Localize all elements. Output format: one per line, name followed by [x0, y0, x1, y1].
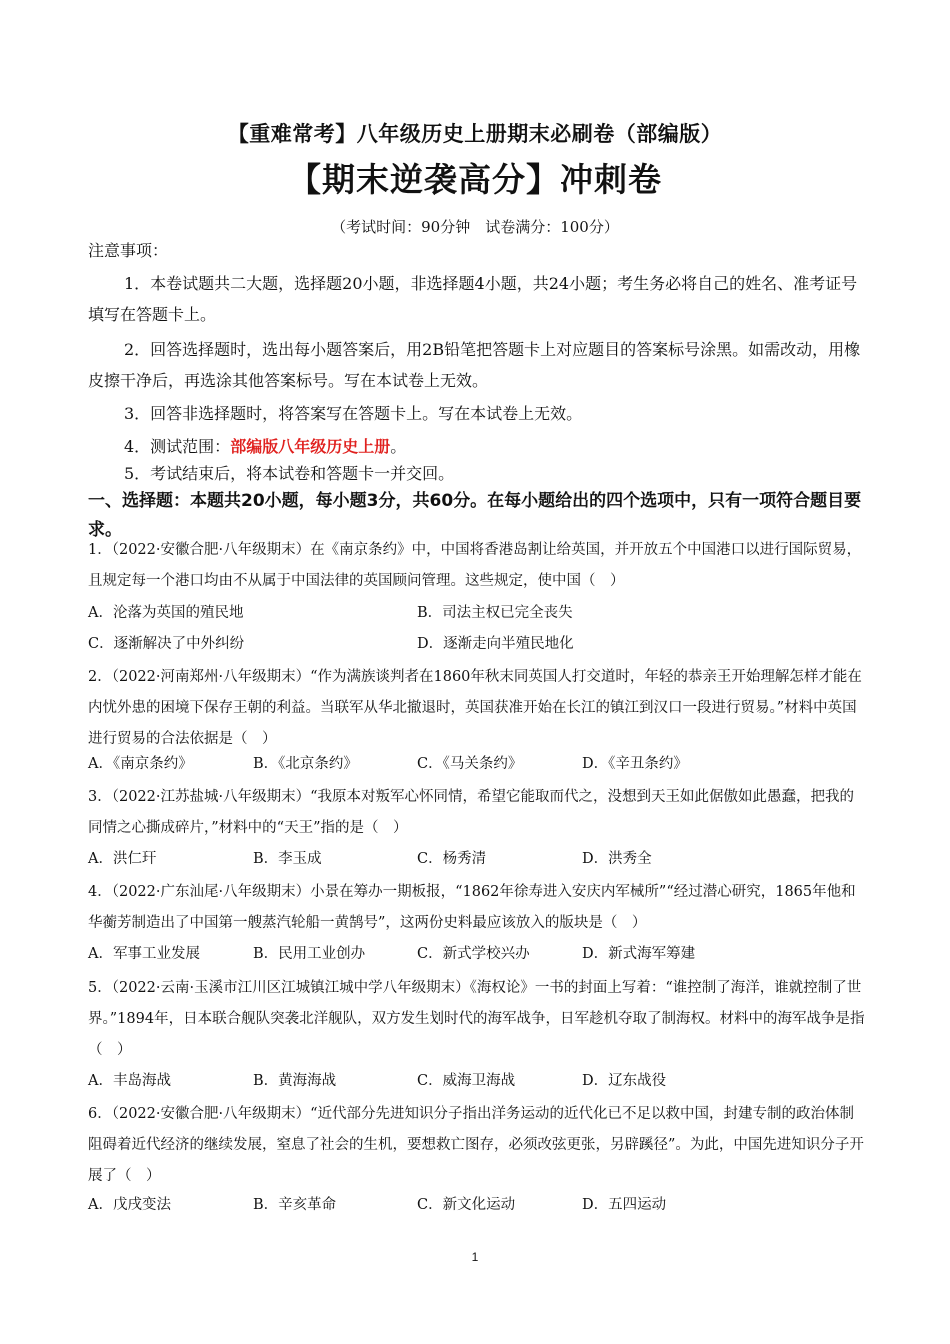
- question-1-option-d: D．逐渐走向半殖民地化: [417, 636, 574, 652]
- question-6-option-d: D．五四运动: [582, 1197, 667, 1213]
- question-5-text: 5．（2022·云南·玉溪市江川区江城镇江城中学八年级期末）《海权论》一书的封面上写着：“谁控制了海洋，谁就控制了世界。”1894年，日本联合舰队突袭北洋舰队，双方发生划时代的海军战争，日军趁机夺取了制海权。材料中的海军战争是指（ ）: [88, 980, 865, 1058]
- question-2-option-c: C．《马关条约》: [417, 756, 523, 772]
- question-3-option-b: B．李玉成: [253, 851, 322, 867]
- question-1-text: 1．（2022·安徽合肥·八年级期末）在《南京条约》中，中国将香港岛割让给英国，并开放五个中国港口以进行国际贸易，且规定每一个港口均由不从属于中国法律的英国顾问管理。这些规定，使中国（ ）: [88, 542, 862, 589]
- question-2-option-b: B．《北京条约》: [253, 756, 358, 772]
- question-2-options: [88, 752, 868, 782]
- section-heading: 一、选择题：本题共20小题，每小题3分，共60分。在每小题给出的四个选项中，只有一项符合题目要求。: [88, 491, 862, 540]
- question-5-option-c: C．威海卫海战: [417, 1073, 516, 1089]
- question-3-option-a: A．洪仁玕: [88, 851, 157, 867]
- question-1-options-row2: [88, 632, 868, 662]
- question-3-option-d: D．洪秀全: [582, 851, 652, 867]
- question-1-options-row1: [88, 601, 868, 631]
- question-2-option-a: A．《南京条约》: [88, 756, 193, 772]
- exam-subtitle: 【期末逆袭高分】冲刺卷: [288, 160, 662, 199]
- notice-item-4-highlight: 部编版八年级历史上册: [230, 437, 391, 456]
- page-number: 1: [471, 1250, 479, 1264]
- notice-item-1: 1．本卷试题共二大题，选择题20小题，非选择题4小题，共24小题；考生务必将自己的姓名、准考证号填写在答题卡上。: [88, 274, 858, 324]
- question-5-option-d: D．辽东战役: [582, 1073, 667, 1089]
- question-5-option-b: B．黄海海战: [253, 1073, 337, 1089]
- question-6-options: [88, 1193, 868, 1223]
- question-3-options: [88, 847, 868, 877]
- notice-item-4-suffix: 。: [390, 437, 407, 456]
- question-4-text: 4．（2022·广东汕尾·八年级期末）小景在筹办一期板报，“1862年徐寿进入安庆内军械所”“经过潜心研究，1865年他和华蘅芳制造出了中国第一艘蒸汽轮船一黄鹄号”，这两份史料最应该放入的版块是（ ）: [88, 884, 856, 931]
- question-4-option-c: C．新式学校兴办: [417, 946, 530, 962]
- question-5-option-a: A．丰岛海战: [88, 1073, 171, 1089]
- question-2-text: 2．（2022·河南郑州·八年级期末）“作为满族谈判者在1860年秋末同英国人打交道时，年轻的恭亲王开始理解怎样才能在内忧外患的困境下保存王朝的利益。当联军从华北撤退时，英国获准开始在长江的镇江到汉口一段进行贸易。”材料中英国进行贸易的合法依据是（ ）: [88, 669, 862, 747]
- notice-item-4-prefix: 4．测试范围：: [124, 437, 231, 456]
- question-3-option-c: C．杨秀清: [417, 851, 487, 867]
- question-4-option-a: A．军事工业发展: [88, 946, 200, 962]
- question-1-option-c: C．逐渐解决了中外纠纷: [88, 636, 245, 652]
- question-2-option-d: D．《辛丑条约》: [582, 756, 688, 772]
- question-6-option-c: C．新文化运动: [417, 1197, 516, 1213]
- notice-item-3: 3．回答非选择题时，将答案写在答题卡上。写在本试卷上无效。: [124, 404, 583, 423]
- question-6-option-b: B．辛亥革命: [253, 1197, 337, 1213]
- question-4-option-d: D．新式海军筹建: [582, 946, 696, 962]
- question-4-option-b: B．民用工业创办: [253, 946, 366, 962]
- question-1-option-a: A．沦落为英国的殖民地: [88, 605, 244, 621]
- question-6-text: 6．（2022·安徽合肥·八年级期末）“近代部分先进知识分子指出洋务运动的近代化已不足以救中国，封建专制的政治体制阻碍着近代经济的继续发展，窒息了社会的生机，要想救亡图存，必须改弦更张，另辟蹊径”。为此，中国先进知识分子开展了（ ）: [88, 1106, 864, 1184]
- question-5-options: [88, 1069, 868, 1099]
- notice-item-2: 2．回答选择题时，选出每小题答案后，用2B铅笔把答题卡上对应题目的答案标号涂黑。如需改动，用橡皮擦干净后，再选涂其他答案标号。写在本试卷上无效。: [88, 340, 861, 390]
- exam-title: 【重难常考】八年级历史上册期末必刷卷（部编版）: [227, 122, 723, 146]
- notice-item-5: 5．考试结束后，将本试卷和答题卡一并交回。: [124, 464, 455, 483]
- question-6-option-a: A．戊戌变法: [88, 1197, 171, 1213]
- notice-heading: 注意事项：: [88, 241, 169, 260]
- question-3-text: 3．（2022·江苏盐城·八年级期末）“我原本对叛军心怀同情，希望它能取而代之，没想到天王如此倨傲如此愚蠢，把我的同情之心撕成碎片，”材料中的“天王”指的是（ ）: [88, 789, 855, 836]
- exam-info: （考试时间：90分钟 试卷满分：100分）: [331, 218, 619, 236]
- question-4-options: [88, 942, 868, 972]
- question-1-option-b: B．司法主权已完全丧失: [417, 605, 573, 621]
